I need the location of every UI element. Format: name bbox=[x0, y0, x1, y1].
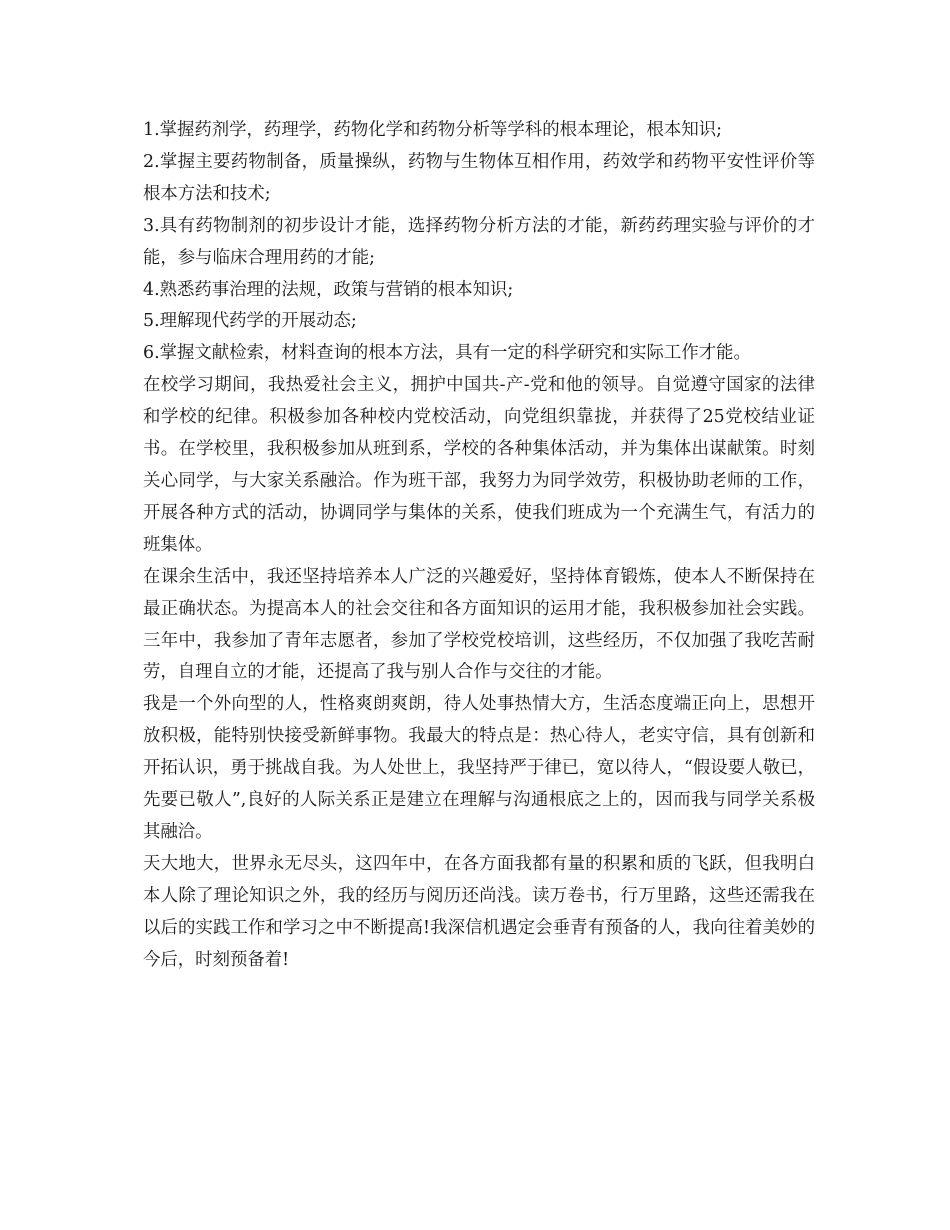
list-item-2: 2.掌握主要药物制备，质量操纵，药物与生物体互相作用，药效学和药物平安性评价等根本方法和技术; bbox=[143, 151, 815, 204]
document-body bbox=[143, 115, 815, 976]
list-item-6: 6.掌握文献检索，材料查询的根本方法，具有一定的科学研究和实际工作才能。 bbox=[143, 343, 751, 364]
paragraph-school-life: 在校学习期间，我热爱社会主义，拥护中国共-产-党和他的领导。自觉遵守国家的法律和学校的纪律。积极参加各种校内党校活动，向党组织靠拢，并获得了25党校结业证书。在学校里，我积极参加从班到系，学校的各种集体活动，并为集体出谋献策。时刻关心同学，与大家关系融洽。作为班干部，我努力为同学效劳，积极协助老师的工作，开展各种方式的活动，协调同学与集体的关系，使我们班成为一个充满生气，有活力的班集体。 bbox=[143, 375, 815, 555]
list-item-4: 4.熟悉药事治理的法规，政策与营销的根本知识; bbox=[143, 279, 514, 300]
paragraph-extracurricular: 在课余生活中，我还坚持培养本人广泛的兴趣爱好，坚持体育锻炼，使本人不断保持在最正确状态。为提高本人的社会交往和各方面知识的运用才能，我积极参加社会实践。三年中，我参加了青年志愿者，参加了学校党校培训，这些经历，不仅加强了我吃苦耐劳，自理自立的才能，还提高了我与别人合作与交往的才能。 bbox=[143, 566, 815, 683]
list-item-5: 5.理解现代药学的开展动态; bbox=[143, 311, 357, 332]
list-item-3: 3.具有药物制剂的初步设计才能，选择药物分析方法的才能，新药药理实验与评价的才能，参与临床合理用药的才能; bbox=[143, 215, 815, 268]
paragraph-conclusion: 天大地大，世界永无尽头，这四年中，在各方面我都有量的积累和质的飞跃，但我明白本人除了理论知识之外，我的经历与阅历还尚浅。读万卷书，行万里路，这些还需我在以后的实践工作和学习之中不断提高!我深信机遇定会垂青有预备的人，我向往着美妙的今后，时刻预备着! bbox=[143, 853, 815, 970]
list-item-1: 1.掌握药剂学，药理学，药物化学和药物分析等学科的根本理论，根本知识; bbox=[143, 120, 722, 140]
paragraph-personality: 我是一个外向型的人，性格爽朗爽朗，待人处事热情大方，生活态度端正向上，思想开放积极，能特别快接受新鲜事物。我最大的特点是：热心待人，老实守信，具有创新和开拓认识，勇于挑战自我。为人处世上，我坚持严于律已，宽以待人，“假设要人敬已，先要已敬人”,良好的人际关系正是建立在理解与沟通根底之上的，因而我与同学关系极其融洽。 bbox=[143, 694, 815, 842]
